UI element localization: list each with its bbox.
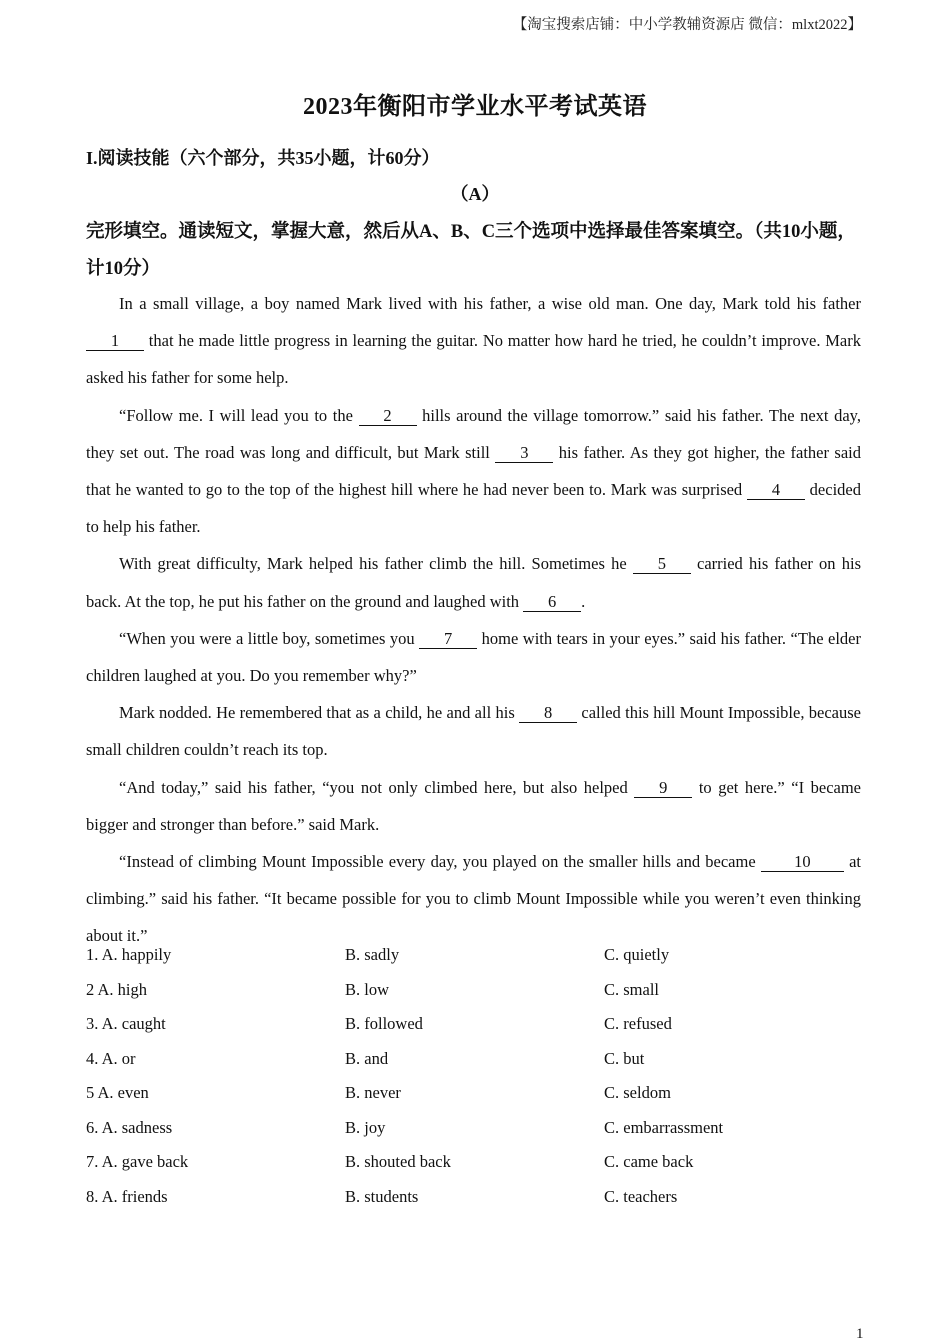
blank-10: 10 bbox=[761, 853, 844, 872]
answer-options bbox=[86, 938, 866, 1214]
passage-text: . bbox=[581, 591, 586, 611]
passage-paragraph bbox=[86, 620, 861, 694]
option-row bbox=[86, 1042, 866, 1077]
blank-9: 9 bbox=[634, 779, 692, 798]
blank-1: 1 bbox=[86, 332, 144, 351]
option-c: C. teachers bbox=[604, 1186, 678, 1206]
option-row bbox=[86, 938, 866, 973]
passage-text: “Follow me. I will lead you to the bbox=[119, 405, 359, 425]
section-heading: I.阅读技能（六个部分，共35小题，计60分） bbox=[86, 148, 440, 168]
blank-8: 8 bbox=[519, 704, 577, 723]
blank-5: 5 bbox=[633, 555, 691, 574]
cloze-passage bbox=[86, 285, 861, 955]
option-c: C. seldom bbox=[604, 1083, 671, 1102]
option-c: C. small bbox=[604, 979, 660, 999]
option-b: B. never bbox=[345, 1083, 401, 1102]
option-b: B. shouted back bbox=[345, 1152, 451, 1171]
passage-text: at climbing.” said his father. “It became possible for you to climb Mount Impossible while you weren’t even thinking about it.” bbox=[86, 852, 861, 946]
passage-text: Mark nodded. He remembered that as a child, he and all his bbox=[119, 703, 520, 723]
passage-paragraph bbox=[86, 769, 861, 843]
passage-paragraph bbox=[86, 545, 861, 619]
page-title: 2023年衡阳市学业水平考试英语 bbox=[303, 94, 647, 120]
passage-text: carried his father on his back. At the top, he put his father on the ground and laughed with bbox=[86, 554, 861, 611]
option-row bbox=[86, 1111, 866, 1146]
option-a: 7. A. gave back bbox=[86, 1152, 189, 1171]
blank-2: 2 bbox=[359, 407, 417, 426]
option-c: C. quietly bbox=[604, 945, 670, 964]
passage-text: “And today,” said his father, “you not only climbed here, but also helped bbox=[119, 777, 635, 797]
blank-6: 6 bbox=[523, 593, 581, 612]
blank-4: 4 bbox=[747, 481, 805, 500]
passage-text: to get here.” “I became bigger and stronger than before.” said Mark. bbox=[86, 777, 861, 834]
passage-paragraph bbox=[86, 694, 861, 768]
passage-paragraph bbox=[86, 285, 861, 397]
option-row bbox=[86, 1180, 866, 1215]
option-a: 2 A. high bbox=[86, 979, 147, 999]
option-c: C. came back bbox=[604, 1152, 694, 1171]
option-a: 4. A. or bbox=[86, 1048, 136, 1068]
passage-text: decided to help his father. bbox=[86, 480, 861, 537]
blank-7: 7 bbox=[419, 630, 477, 649]
instructions: 完形填空。通读短文，掌握大意，然后从A、B、C三个选项中选择最佳答案填空。（共10小题，计10分） bbox=[86, 222, 856, 279]
passage-text: hills around the village tomorrow.” said his father. The next day, they set out. The road was long and difficult, but Mark still bbox=[86, 405, 861, 462]
passage-text: called this hill Mount Impossible, because small children couldn’t reach its top. bbox=[86, 703, 862, 760]
option-b: B. joy bbox=[345, 1117, 386, 1137]
option-row bbox=[86, 1007, 866, 1042]
option-b: B. students bbox=[345, 1186, 419, 1206]
option-b: B. low bbox=[345, 979, 390, 999]
option-b: B. sadly bbox=[345, 945, 400, 964]
option-b: B. and bbox=[345, 1048, 389, 1068]
option-a: 1. A. happily bbox=[86, 945, 172, 964]
passage-text: In a small village, a boy named Mark lived with his father, a wise old man. One day, Mark told his father bbox=[119, 294, 861, 313]
passage-text: “Instead of climbing Mount Impossible every day, you played on the smaller hills and became bbox=[119, 852, 761, 872]
option-row bbox=[86, 1076, 866, 1111]
option-a: 3. A. caught bbox=[86, 1014, 166, 1033]
part-label: （A） bbox=[450, 184, 500, 204]
passage-paragraph bbox=[86, 397, 861, 546]
option-a: 8. A. friends bbox=[86, 1186, 168, 1206]
option-b: B. followed bbox=[345, 1014, 423, 1033]
option-row bbox=[86, 973, 866, 1008]
page-number: 1 bbox=[856, 1326, 864, 1342]
passage-text: “When you were a little boy, sometimes you bbox=[119, 628, 420, 648]
passage-text: that he made little progress in learning the guitar. No matter how hard he tried, he couldn’t improve. Mark asked his father for some help. bbox=[86, 331, 861, 388]
option-c: C. but bbox=[604, 1048, 645, 1068]
header-note: 【淘宝搜索店铺：中小学教辅资源店 微信：mlxt2022】 bbox=[512, 17, 862, 33]
passage-text: With great difficulty, Mark helped his father climb the hill. Sometimes he bbox=[119, 554, 633, 574]
option-c: C. refused bbox=[604, 1014, 672, 1033]
option-c: C. embarrassment bbox=[604, 1117, 724, 1137]
option-row bbox=[86, 1145, 866, 1180]
option-a: 6. A. sadness bbox=[86, 1117, 173, 1137]
option-a: 5 A. even bbox=[86, 1083, 149, 1102]
passage-text: home with tears in your eyes.” said his father. “The elder children laughed at you. Do you remember why?” bbox=[86, 628, 861, 686]
passage-text: his father. As they got higher, the father said that he wanted to go to the top of the highest hill where he had never been to. Mark was surprised bbox=[86, 442, 862, 500]
blank-3: 3 bbox=[495, 444, 553, 463]
